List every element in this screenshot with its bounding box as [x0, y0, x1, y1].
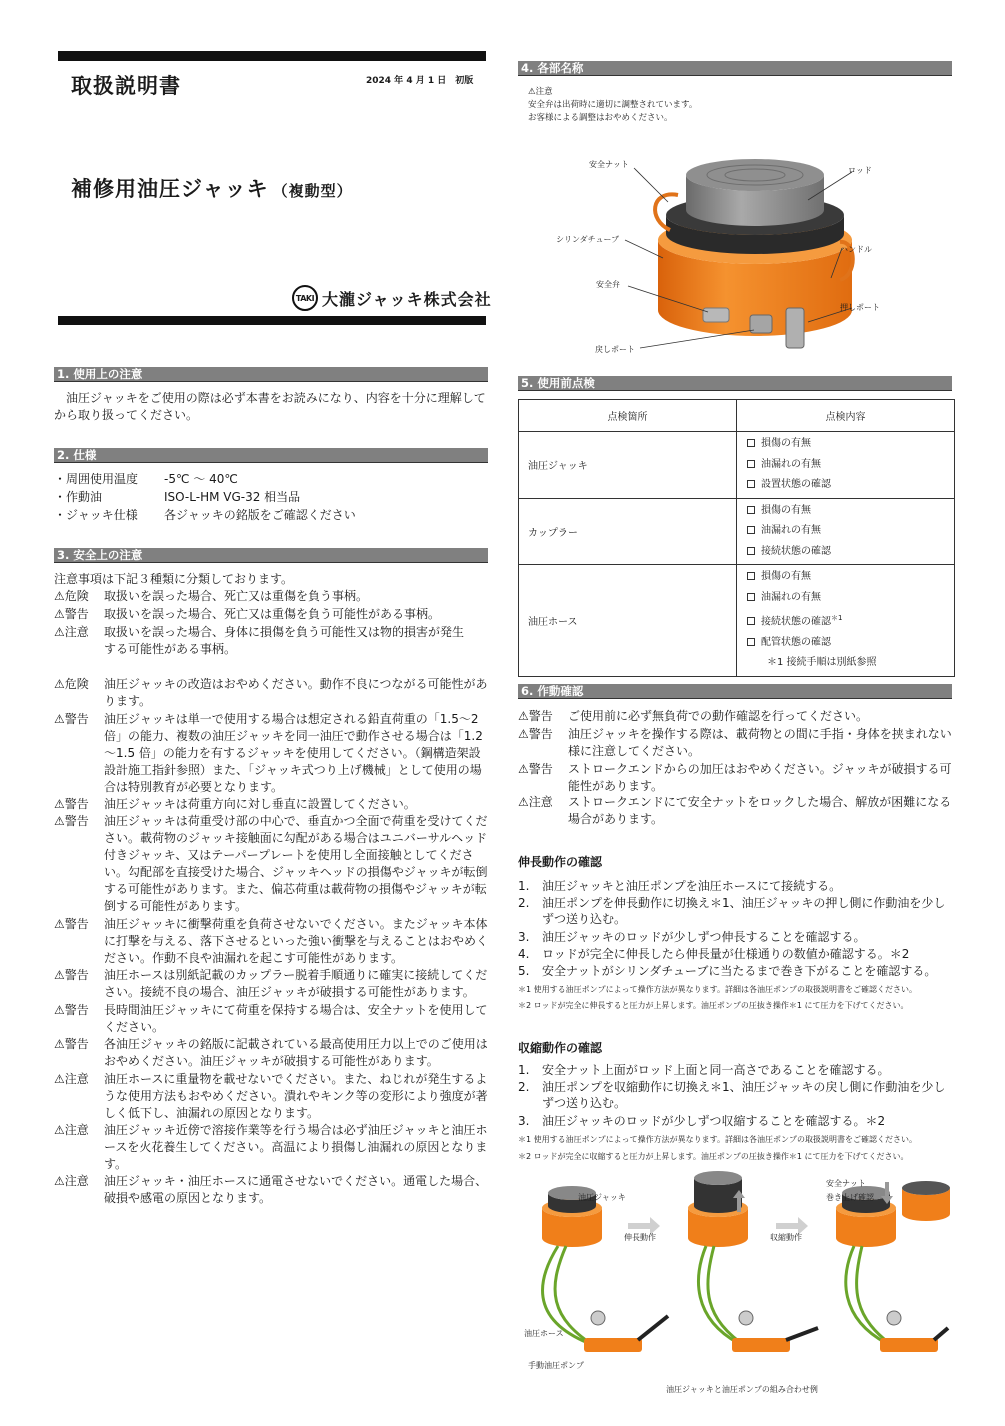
row-place: 油圧ホース: [519, 565, 737, 677]
step-text: 安全ナット上面がロッド上面と同一高さであることを確認する。: [542, 1063, 890, 1077]
spec-value: ISO-L-HM VG-32 相当品: [164, 490, 301, 504]
safety-item: [54, 796, 490, 813]
safety-tag: ⚠警告: [54, 797, 89, 811]
level-text: 取扱いを誤った場合、死亡又は重傷を負う事柄。: [104, 589, 369, 603]
safety-tag: ⚠警告: [54, 1003, 89, 1017]
step-number: 2.: [518, 1080, 530, 1094]
step-number: 1.: [518, 879, 530, 893]
row-place: カップラー: [519, 498, 737, 565]
extend-step: [518, 946, 954, 962]
checkbox-icon: [747, 460, 755, 468]
check-item: [747, 501, 954, 522]
parts-caution-line: 安全弁は出荷時に適切に調整されています。: [528, 100, 698, 110]
spec-row: [54, 489, 300, 506]
section-heading-5: 5. 使用前点検: [518, 376, 952, 391]
retract-step: [518, 1113, 954, 1129]
safety-text: 油圧ジャッキの改造はおやめください。動作不良につながる可能性があります。: [104, 677, 488, 708]
step-text: 油圧ジャッキのロッドが少しずつ伸長することを確認する。: [542, 930, 866, 944]
check-item: [747, 521, 954, 542]
step-text: 安全ナットがシリンダチューブに当たるまで巻き下がることを確認する。: [542, 964, 937, 978]
checkbox-icon: [747, 572, 755, 580]
checkbox-icon: [747, 480, 755, 488]
safety-text: 油圧ジャッキは荷重受け部の中心で、垂直かつ全面で荷重を受けてください。載荷物のジャッキ接触面に勾配がある場合はユニバーサルヘッド付きジャッキ、又はテーパープレートを使用し全面接触としてください。勾配部を直接受けた場合、ジャッキヘッドの損傷やジャッキが転倒する可能性があります。また、偏芯荷重は載荷物の損傷やジャッキが転倒する可能性があります。: [104, 814, 488, 913]
check-label: 損傷の有無: [761, 504, 811, 516]
check-label: 油漏れの有無: [761, 525, 821, 536]
warning-tag: ⚠注意: [518, 795, 553, 809]
safety-item: [54, 916, 490, 967]
safety-text: 油圧ホースに重量物を載せないでください。また、ねじれが発生するような使用方法もおやめください。潰れやキンク等の変形により強度が著しく低下し、油漏れの原因となります。: [104, 1072, 488, 1120]
sec1-body: 油圧ジャッキをご使用の際は必ず本書をお読みになり、内容を十分に理解してから取り扱ってください。: [54, 391, 486, 422]
step-number: 4.: [518, 947, 530, 961]
safety-item: [54, 1002, 490, 1036]
label-return-port: 戻しポート: [595, 345, 635, 354]
check-label: 油漏れの有無: [761, 458, 821, 470]
safety-item: [54, 967, 490, 1001]
spec-row: [54, 471, 238, 488]
spec-key: ・ジャッキ仕様: [54, 508, 138, 522]
doc-title: 取扱説明書: [71, 74, 181, 98]
extend-step: [518, 963, 954, 979]
doc-date: 2024 年 4 月 1 日 初版: [366, 76, 474, 86]
parts-caution-line: お客様による調整はおやめください。: [528, 113, 673, 123]
safety-text: 油圧ホースは別紙記載のカップラー脱着手順通りに確実に接続してください。接続不良の場合、油圧ジャッキが破損する可能性があります。: [104, 968, 488, 999]
level-row: [54, 624, 474, 658]
company-logo-block: [292, 285, 492, 311]
product-title-main: 補修用油圧ジャッキ: [71, 177, 269, 201]
step-text: 油圧ポンプを伸長動作に切換え＊1、油圧ジャッキの押し側に作動油を少しずつ送り込む。: [542, 896, 946, 926]
check-label: 接続状態の確認: [761, 545, 831, 557]
extend-heading: 伸長動作の確認: [518, 855, 603, 869]
level-tag: ⚠注意: [54, 625, 89, 639]
safety-item: [54, 1173, 490, 1207]
safety-text: 油圧ジャッキに衝撃荷重を負荷させないでください。またジャッキ本体に打撃を与える、落下させるといった強い衝撃を与えることはおやめください。作動不良や油漏れを起こす可能性があります。: [104, 917, 489, 965]
retract-heading: 収縮動作の確認: [518, 1041, 603, 1055]
check-item: [747, 567, 954, 588]
safety-item: [54, 1122, 490, 1173]
safety-tag: ⚠注意: [54, 1174, 89, 1188]
fig-label-jack: 油圧ジャッキ: [578, 1193, 626, 1202]
warning-text: ストロークエンドにて安全ナットをロックした場合、解放が困難になる場合があります。: [568, 795, 952, 826]
pump-handles: [638, 1316, 948, 1340]
check-item: [747, 455, 954, 476]
section-heading-1: 1. 使用上の注意: [54, 367, 488, 382]
label-push-port: 押しポート: [840, 303, 880, 312]
sec3-intro: 注意事項は下記３種類に分類しております。: [54, 572, 294, 586]
fig-label-nut-1: 安全ナット: [826, 1179, 866, 1188]
warning-text: ご使用前に必ず無負荷での動作確認を行ってください。: [568, 709, 869, 723]
fig-label-nut-2: 巻き上げ確認: [826, 1193, 874, 1202]
checkbox-icon: [747, 526, 755, 534]
table-row: [519, 565, 955, 677]
fig-label-extend: 伸長動作: [624, 1233, 656, 1242]
check-label: 接続状態の確認: [761, 616, 831, 628]
retract-footnote: ＊2 ロッドが完全に収縮すると圧力が上昇します。油圧ポンプの圧抜き操作＊1 にて圧力を下げてください。: [518, 1152, 909, 1161]
label-handle: ハンドル: [840, 245, 872, 254]
operation-warning: [518, 794, 954, 828]
spec-row: [54, 507, 356, 524]
safety-tag: ⚠警告: [54, 968, 89, 982]
step-text: 油圧ジャッキと油圧ポンプを油圧ホースにて接続する。: [542, 879, 842, 893]
header-content: 点検内容: [737, 400, 955, 432]
check-item: [747, 588, 954, 609]
extend-footnote: ＊1 使用する油圧ポンプによって操作方法が異なります。詳細は各油圧ポンプの取扱説明書をご確認ください。: [518, 985, 917, 994]
check-label: 損傷の有無: [761, 571, 811, 582]
check-item: [747, 633, 954, 654]
label-safety-valve: 安全弁: [596, 280, 620, 289]
check-item: [747, 608, 954, 633]
inspection-table: [518, 399, 955, 677]
checkbox-icon: [747, 439, 755, 447]
nut-detail: [902, 1181, 950, 1221]
spec-key: ・作動油: [54, 490, 103, 504]
safety-tag: ⚠注意: [54, 1123, 89, 1137]
hoses: [543, 1246, 896, 1348]
footnote-mark: ＊1: [831, 614, 843, 622]
safety-tag: ⚠警告: [54, 1037, 89, 1051]
checkbox-icon: [747, 617, 755, 625]
fig-label-pump: 手動油圧ポンプ: [528, 1361, 584, 1370]
spec-value: -5℃ ～ 40℃: [164, 472, 238, 486]
level-row: [54, 588, 474, 605]
level-text: 取扱いを誤った場合、死亡又は重傷を負う可能性がある事柄。: [104, 607, 441, 621]
warning-tag: ⚠警告: [518, 762, 553, 776]
header-place: 点検箇所: [519, 400, 737, 432]
section-heading-6: 6. 作動確認: [518, 684, 952, 699]
extend-step: [518, 929, 954, 945]
retract-footnote: ＊1 使用する油圧ポンプによって操作方法が異なります。詳細は各油圧ポンプの取扱説明書をご確認ください。: [518, 1135, 917, 1144]
check-item: [747, 542, 954, 563]
safety-item: [54, 1036, 490, 1070]
step-number: 3.: [518, 1114, 530, 1128]
warning-tag: ⚠警告: [518, 727, 553, 741]
checkbox-icon: [747, 547, 755, 555]
safety-tag: ⚠注意: [54, 1072, 89, 1086]
step-text: 油圧ポンプを収縮動作に切換え＊1、油圧ジャッキの戻し側に作動油を少しずつ送り込む。: [542, 1080, 946, 1110]
level-tag: ⚠危険: [54, 589, 89, 603]
label-safety-nut: 安全ナット: [589, 160, 629, 169]
fig-label-hose: 油圧ホース: [524, 1329, 564, 1338]
label-rod: ロッド: [848, 166, 872, 175]
section-heading-2: 2. 仕様: [54, 448, 488, 463]
row-checks: [737, 432, 955, 499]
check-label: 設置状態の確認: [761, 479, 831, 490]
extend-step: [518, 895, 954, 927]
jack-parts-diagram: [518, 130, 954, 370]
step-number: 5.: [518, 964, 530, 978]
safety-item: [54, 1071, 490, 1122]
safety-valve-shape: [703, 308, 729, 322]
extend-step: [518, 878, 954, 894]
section-heading-3: 3. 安全上の注意: [54, 548, 488, 563]
table-row: [519, 498, 955, 565]
safety-text: 油圧ジャッキは単一で使用する場合は想定される鉛直荷重の「1.5～2 倍」の能力、複数の油圧ジャッキを同一油圧で動作させる場合は「1.2～1.5 倍」の能力を有するジャッキを使用してください。（鋼構造架設設計施工指針参照）また、「ジャッキ式つり上げ機械」として使用の場合は特別教育が必要となります。: [104, 712, 483, 794]
step-text: ロッドが完全に伸長したら伸長量が仕様通りの数値か確認する。＊2: [542, 947, 910, 961]
operation-warning: [518, 708, 954, 725]
safety-item: [54, 813, 490, 915]
parts-caution-title: ⚠注意: [528, 87, 553, 97]
checkbox-icon: [747, 638, 755, 646]
company-name: 大瀧ジャッキ株式会社: [322, 289, 492, 309]
warning-tag: ⚠警告: [518, 709, 553, 723]
step-number: 1.: [518, 1063, 530, 1077]
operation-warning: [518, 761, 954, 795]
fig-caption: 油圧ジャッキと油圧ポンプの組み合わせ例: [666, 1385, 818, 1394]
fig-label-retract: 収縮動作: [770, 1233, 802, 1242]
warning-text: 油圧ジャッキを操作する際は、載荷物との間に手指・身体を挟まれない様に注意してください。: [568, 727, 952, 758]
safety-tag: ⚠危険: [54, 677, 89, 691]
warning-text: ストロークエンドからの加圧はおやめください。ジャッキが破損する可能性があります。: [568, 762, 952, 793]
extend-footnote: ＊2 ロッドが完全に伸長すると圧力が上昇します。油圧ポンプの圧抜き操作＊1 にて圧力を下げてください。: [518, 1001, 909, 1010]
row-place: 油圧ジャッキ: [519, 432, 737, 499]
label-cylinder-tube: シリンダチューブ: [556, 235, 620, 244]
parts-caution: [528, 86, 697, 125]
safety-text: 油圧ジャッキ・油圧ホースに通電させないでください。通電した場合、破損や感電の原因となります。: [104, 1174, 488, 1205]
safety-text: 各油圧ジャッキの銘版に記載されている最高使用圧力以上でのご使用はおやめください。油圧ジャッキが破損する可能性があります。: [104, 1037, 488, 1068]
check-item: [747, 434, 954, 455]
product-title: [71, 173, 353, 203]
retract-step: [518, 1079, 954, 1111]
spec-value: 各ジャッキの銘版をご確認ください: [164, 508, 356, 522]
step-number: 2.: [518, 896, 530, 910]
table-header-row: [519, 400, 955, 432]
safety-tag: ⚠警告: [54, 814, 89, 828]
pumps: [584, 1338, 938, 1352]
safety-tag: ⚠警告: [54, 712, 89, 726]
step-text: 油圧ジャッキのロッドが少しずつ収縮することを確認する。＊2: [542, 1114, 886, 1128]
row-checks: [737, 498, 955, 565]
check-label: 配管状態の確認: [761, 636, 831, 648]
safety-text: 長時間油圧ジャッキにて荷重を保持する場合は、安全ナットを使用してください。: [104, 1003, 488, 1034]
checkbox-icon: [747, 593, 755, 601]
level-tag: ⚠警告: [54, 607, 89, 621]
company-logo: TAKI: [292, 285, 318, 311]
level-text: 取扱いを誤った場合、身体に損傷を負う可能性又は物的損害が発生する可能性がある事柄。: [104, 625, 465, 656]
safety-tag: ⚠警告: [54, 917, 89, 931]
spec-key: ・周囲使用温度: [54, 472, 139, 486]
level-row: [54, 606, 474, 623]
product-subtitle: （複動型）: [272, 182, 353, 200]
step-number: 3.: [518, 930, 530, 944]
section-heading-4: 4. 各部名称: [518, 61, 952, 76]
push-port-shape: [786, 308, 804, 348]
retract-step: [518, 1062, 954, 1078]
safety-item: [54, 711, 490, 796]
table-footnote: ＊1 接続手順は別紙参照: [767, 657, 877, 669]
header-bottom-bar: [58, 316, 486, 325]
table-row: [519, 432, 955, 499]
check-label: 油漏れの有無: [761, 591, 821, 603]
row-checks: [737, 565, 955, 677]
safety-text: 油圧ジャッキは荷重方向に対し垂直に設置してください。: [104, 797, 416, 811]
operation-warning: [518, 726, 954, 760]
safety-item: [54, 676, 490, 710]
check-item: [747, 475, 954, 496]
header-top-bar: [58, 51, 486, 61]
check-label: 損傷の有無: [761, 438, 811, 449]
safety-text: 油圧ジャッキ近傍で溶接作業等を行う場合は必ず油圧ジャッキと油圧ホースを火花養生してください。高温により損傷し油漏れの原因となります。: [104, 1123, 488, 1171]
checkbox-icon: [747, 506, 755, 514]
